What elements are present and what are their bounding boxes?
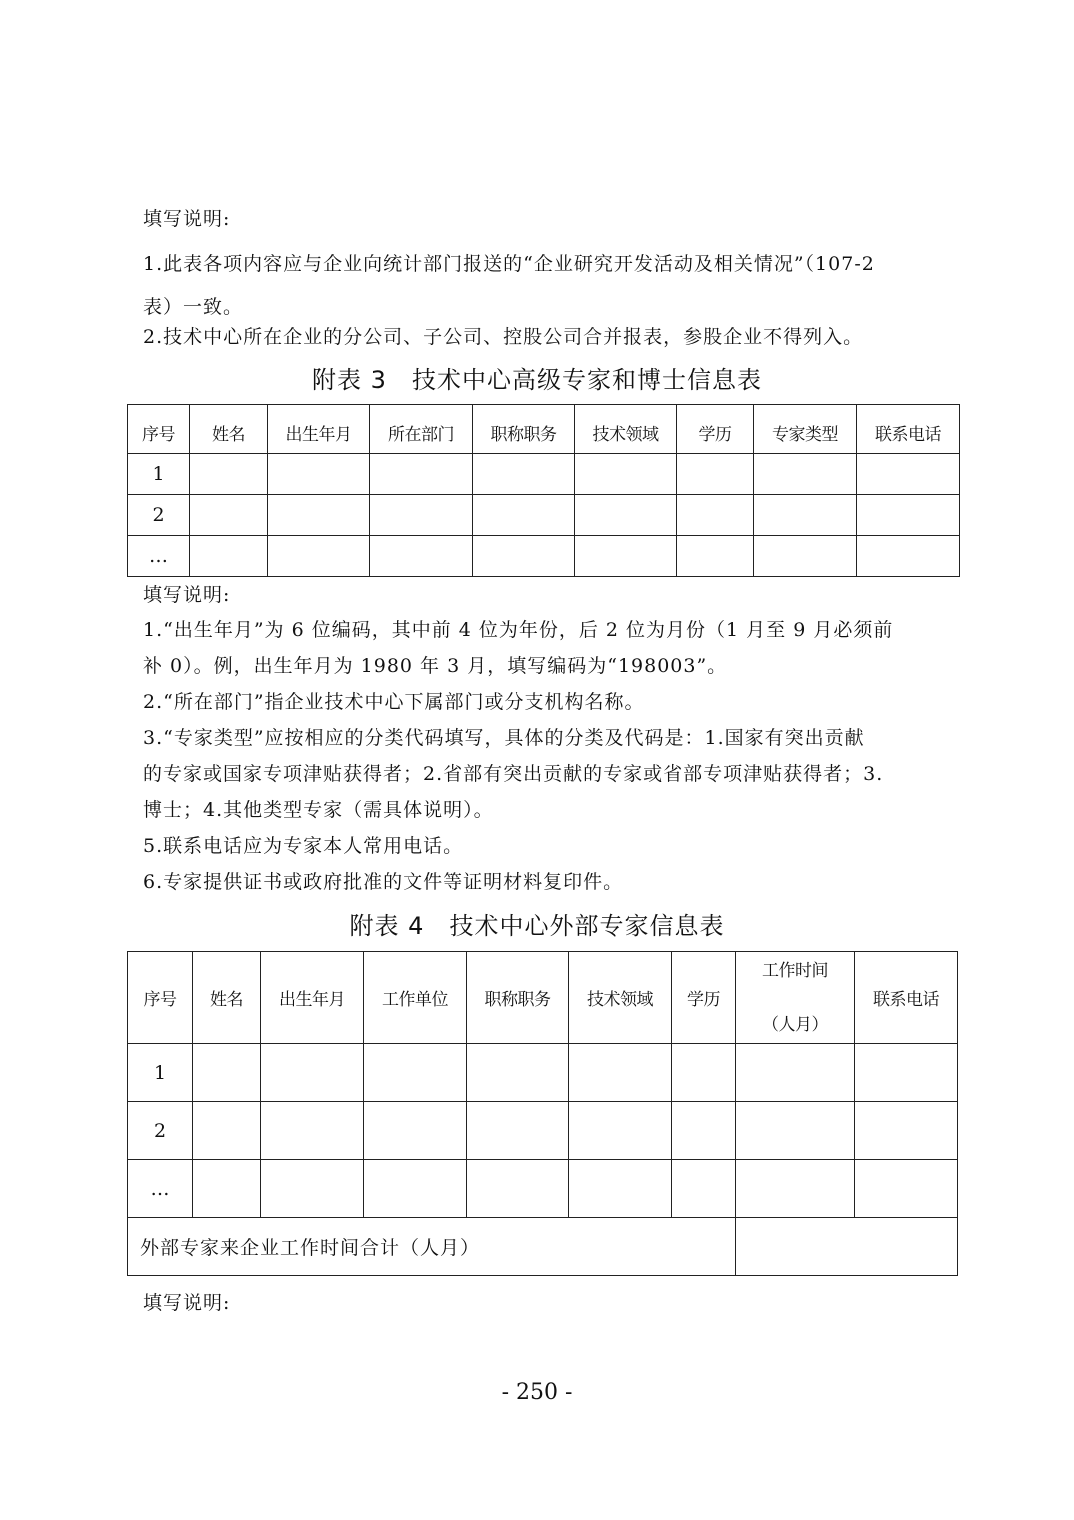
table-cell[interactable] <box>467 1160 569 1218</box>
table4-header: 技术领域 <box>569 952 672 1044</box>
table-cell[interactable] <box>736 1102 855 1160</box>
row-index: … <box>128 1160 193 1218</box>
table-cell[interactable] <box>190 454 268 495</box>
table-row <box>128 454 960 495</box>
notes-mid-line-7: 5.联系电话应为专家本人常用电话。 <box>143 835 464 857</box>
total-worktime-label: 外部专家来企业工作时间合计（人月） <box>128 1218 736 1276</box>
page-number: - 250 - <box>501 1380 573 1405</box>
table3-header: 学历 <box>677 405 754 454</box>
notes-top-line-2: 表）一致。 <box>143 296 244 318</box>
table-cell[interactable] <box>268 536 370 577</box>
table-cell[interactable] <box>736 1044 855 1102</box>
table4-header-worktime <box>736 952 855 1044</box>
notes-top-line-1: 1.此表各项内容应与企业向统计部门报送的“企业研究开发活动及相关情况”（107-2 <box>143 253 875 275</box>
table-cell[interactable] <box>261 1160 364 1218</box>
row-index: 1 <box>128 1044 193 1102</box>
table4-header: 联系电话 <box>855 952 958 1044</box>
table-cell[interactable] <box>190 495 268 536</box>
table3-header: 所在部门 <box>370 405 473 454</box>
table-cell[interactable] <box>677 495 754 536</box>
table-cell[interactable] <box>575 454 677 495</box>
table-cell[interactable] <box>261 1044 364 1102</box>
row-index: 2 <box>128 495 190 536</box>
table-cell[interactable] <box>364 1102 467 1160</box>
table-row <box>128 1160 958 1218</box>
table-cell[interactable] <box>364 1044 467 1102</box>
table-cell[interactable] <box>569 1160 672 1218</box>
table-cell[interactable] <box>754 495 857 536</box>
table4-header: 姓名 <box>193 952 261 1044</box>
table3-header: 联系电话 <box>857 405 960 454</box>
table-cell[interactable] <box>467 1044 569 1102</box>
table-cell[interactable] <box>575 536 677 577</box>
worktime-label: 工作时间 <box>762 960 828 981</box>
notes-mid-line-5: 的专家或国家专项津贴获得者；2.省部有突出贡献的专家或省部专项津贴获得者；3. <box>143 763 884 785</box>
table-cell[interactable] <box>677 454 754 495</box>
table3-header: 技术领域 <box>575 405 677 454</box>
row-index: … <box>128 536 190 577</box>
table-cell[interactable] <box>268 495 370 536</box>
table-cell[interactable] <box>364 1160 467 1218</box>
table-cell[interactable] <box>261 1102 364 1160</box>
notes-mid-line-8: 6.专家提供证书或政府批准的文件等证明材料复印件。 <box>143 871 624 893</box>
table-cell[interactable] <box>190 536 268 577</box>
table3-header: 专家类型 <box>754 405 857 454</box>
table4-header: 出生年月 <box>261 952 364 1044</box>
table-cell[interactable] <box>370 495 473 536</box>
table-cell[interactable] <box>193 1044 261 1102</box>
table-cell[interactable] <box>370 536 473 577</box>
table-cell[interactable] <box>754 454 857 495</box>
table-row <box>128 1044 958 1102</box>
notes-mid-line-3: 2.“所在部门”指企业技术中心下属部门或分支机构名称。 <box>143 691 645 713</box>
table-cell[interactable] <box>677 536 754 577</box>
notes-mid-line-6: 博士；4.其他类型专家（需具体说明）。 <box>143 799 494 821</box>
table4-external-experts <box>127 951 958 1276</box>
table-cell[interactable] <box>473 536 575 577</box>
row-index: 2 <box>128 1102 193 1160</box>
table3-header: 出生年月 <box>268 405 370 454</box>
notes-top-line-3: 2.技术中心所在企业的分公司、子公司、控股公司合并报表，参股企业不得列入。 <box>143 326 864 348</box>
notes-mid-line-1: 1.“出生年月”为 6 位编码，其中前 4 位为年份，后 2 位为月份（1 月至 9 月必须前 <box>143 619 894 641</box>
table-cell[interactable] <box>857 454 960 495</box>
table-cell[interactable] <box>268 454 370 495</box>
table-row <box>128 536 960 577</box>
table-cell[interactable] <box>569 1102 672 1160</box>
notes-mid-line-2: 补 0）。例，出生年月为 1980 年 3 月，填写编码为“198003”。 <box>143 655 728 677</box>
table-cell[interactable] <box>855 1044 958 1102</box>
table-cell[interactable] <box>193 1102 261 1160</box>
notes-mid-heading: 填写说明: <box>143 584 231 606</box>
table-cell[interactable] <box>473 454 575 495</box>
table-cell[interactable] <box>370 454 473 495</box>
row-index: 1 <box>128 454 190 495</box>
table-cell[interactable] <box>672 1102 736 1160</box>
table3-senior-experts <box>127 404 960 577</box>
table-cell[interactable] <box>473 495 575 536</box>
table-cell[interactable] <box>754 536 857 577</box>
notes-top-heading: 填写说明: <box>143 208 231 230</box>
table4-title: 附表 4 技术中心外部专家信息表 <box>349 912 725 940</box>
table3-header-row <box>128 405 960 454</box>
table4-header: 序号 <box>128 952 193 1044</box>
table-cell[interactable] <box>672 1044 736 1102</box>
total-worktime-value[interactable] <box>736 1218 958 1276</box>
worktime-unit: （人月） <box>762 1014 828 1035</box>
table-row <box>128 495 960 536</box>
table3-header: 姓名 <box>190 405 268 454</box>
table-row <box>128 1102 958 1160</box>
table3-header: 序号 <box>128 405 190 454</box>
table-cell[interactable] <box>575 495 677 536</box>
table3-title: 附表 3 技术中心高级专家和博士信息表 <box>312 366 762 394</box>
table-cell[interactable] <box>855 1160 958 1218</box>
table-cell[interactable] <box>672 1160 736 1218</box>
table4-header: 工作单位 <box>364 952 467 1044</box>
table-cell[interactable] <box>467 1102 569 1160</box>
table4-header: 学历 <box>672 952 736 1044</box>
table4-total-row <box>128 1218 958 1276</box>
table4-header: 职称职务 <box>467 952 569 1044</box>
table-cell[interactable] <box>193 1160 261 1218</box>
table-cell[interactable] <box>855 1102 958 1160</box>
table-cell[interactable] <box>857 495 960 536</box>
notes-bottom-heading: 填写说明: <box>143 1292 231 1314</box>
table3-header: 职称职务 <box>473 405 575 454</box>
table-cell[interactable] <box>569 1044 672 1102</box>
table4-header-row <box>128 952 958 1044</box>
table-cell[interactable] <box>736 1160 855 1218</box>
notes-mid-line-4: 3.“专家类型”应按相应的分类代码填写，具体的分类及代码是：1.国家有突出贡献 <box>143 727 865 749</box>
table-cell[interactable] <box>857 536 960 577</box>
